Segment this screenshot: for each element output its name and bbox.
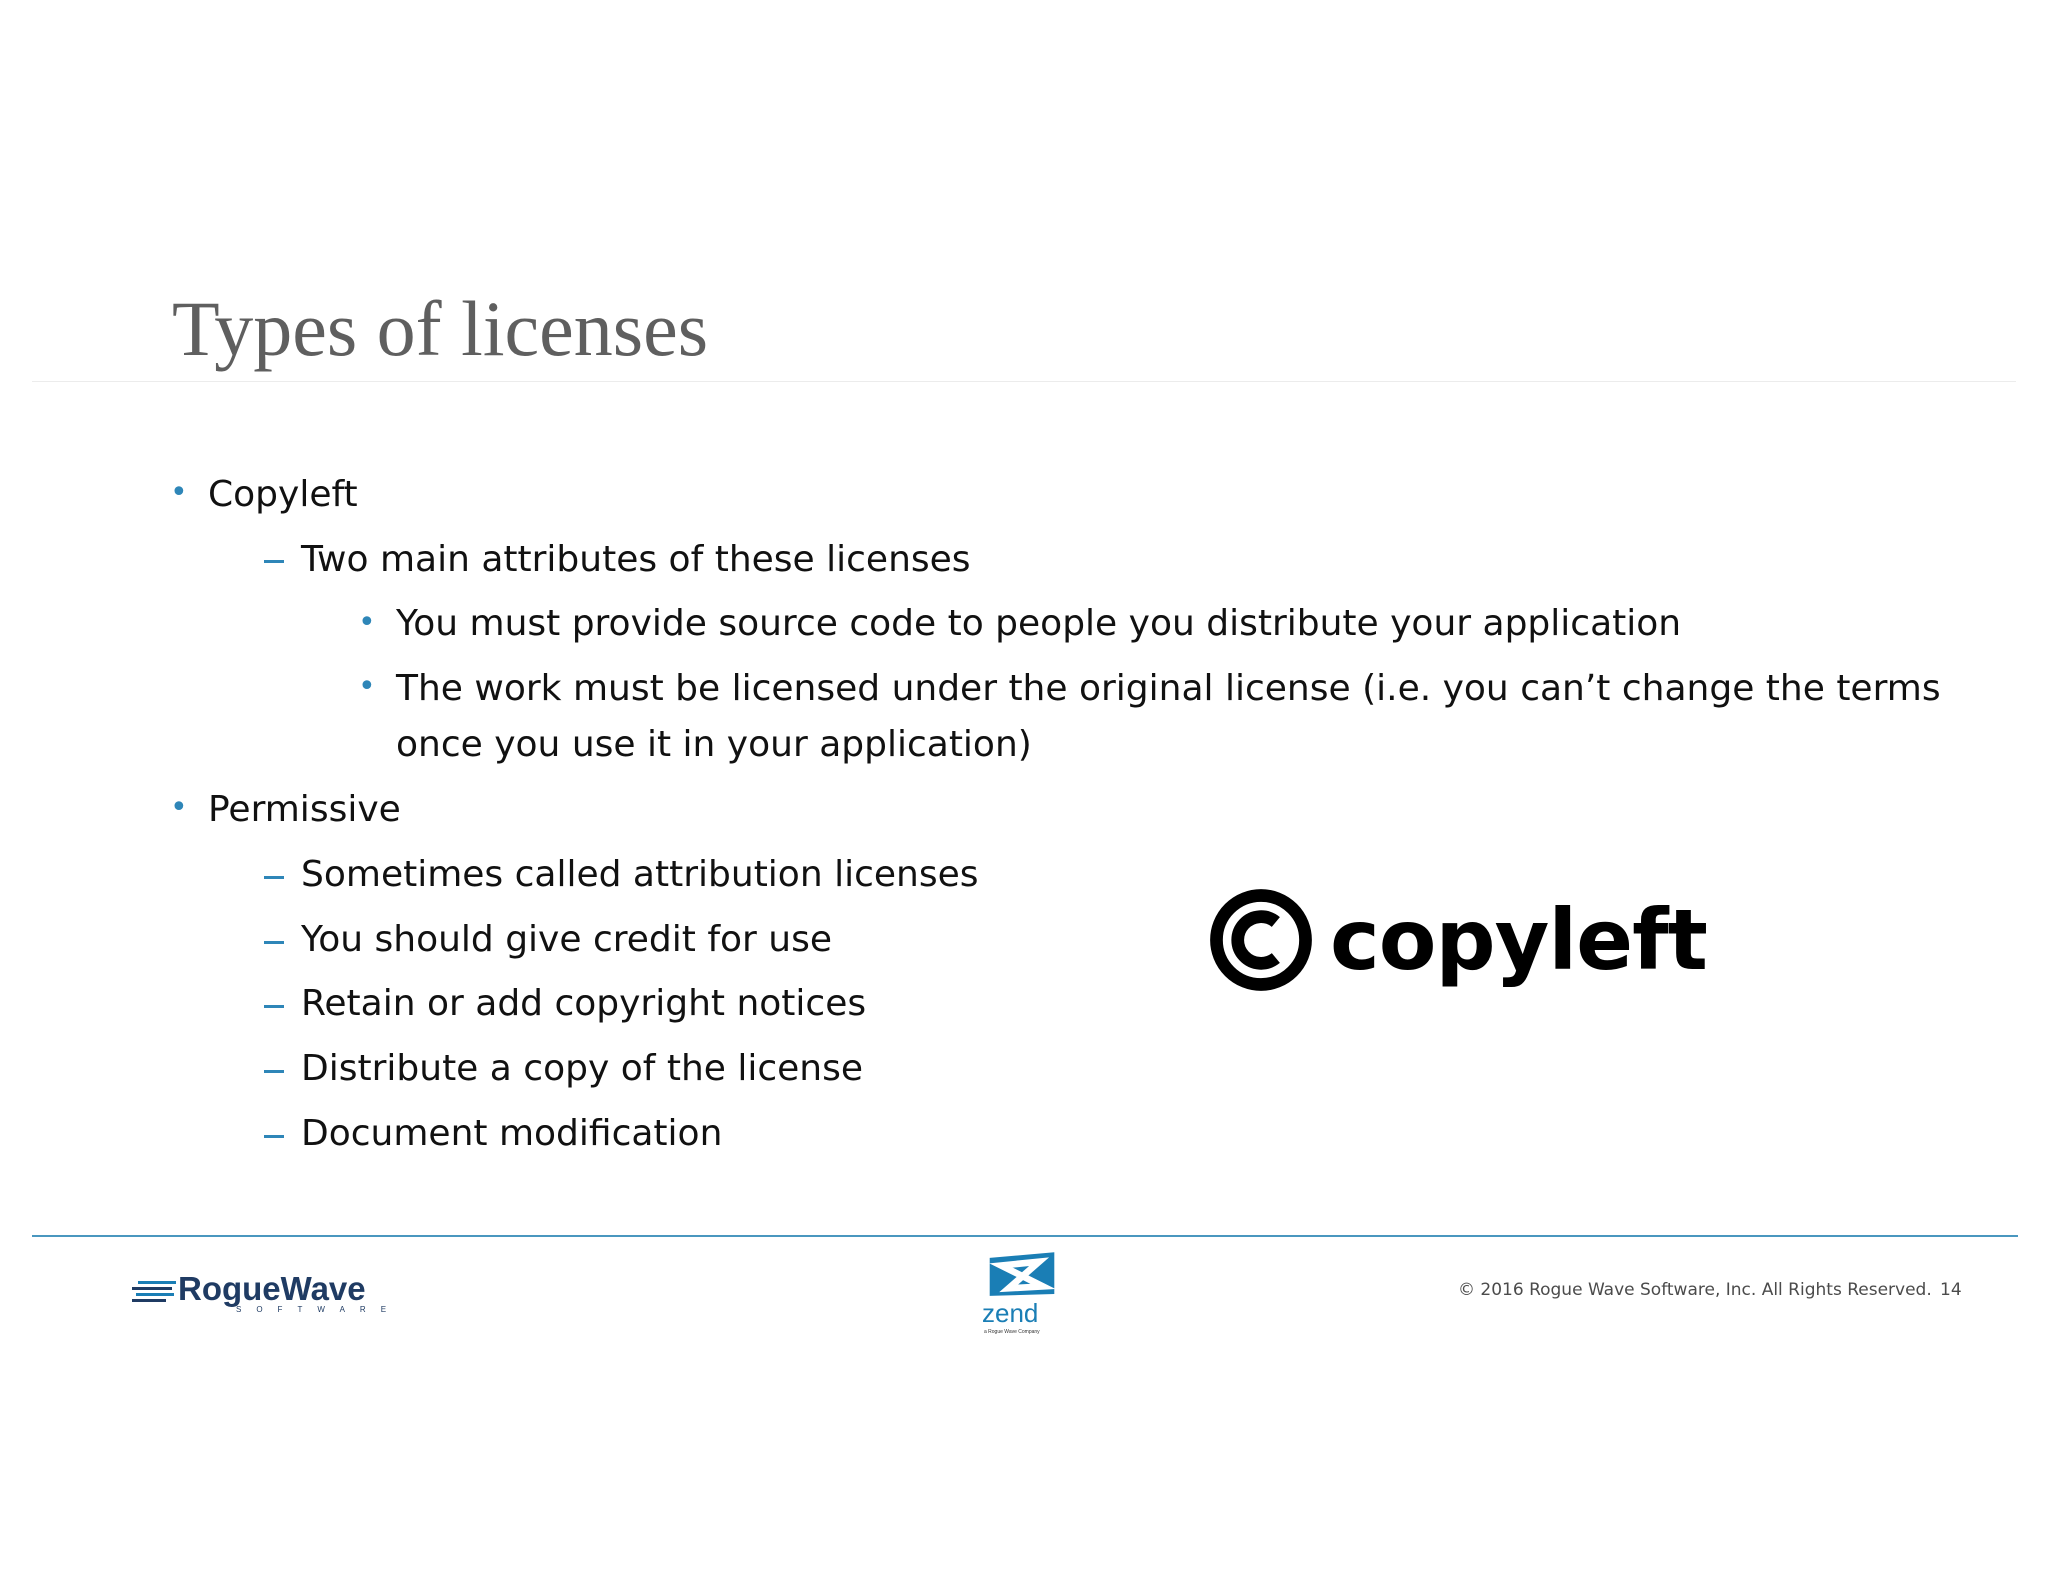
page-number: 14: [1940, 1280, 1962, 1300]
zend-logo: [982, 1252, 1062, 1338]
bullet-permissive: Permissive: [208, 789, 401, 830]
point-original-license: The work must be licensed under the original license (i.e. you can’t change the terms: [396, 668, 1941, 709]
footer-divider: [32, 1235, 2018, 1237]
bullet-copyleft: Copyleft: [208, 474, 358, 515]
dash-marker: [264, 1070, 284, 1073]
sub-bullet-attribution: Sometimes called attribution licenses: [301, 854, 979, 895]
roguewave-name: RogueWave: [178, 1270, 366, 1307]
copyleft-logo: [1208, 884, 1707, 996]
copyleft-icon: [1208, 887, 1314, 993]
dash-marker: [264, 560, 284, 563]
point-original-license-cont: once you use it in your application): [396, 724, 1032, 765]
sub-bullet-give-credit: You should give credit for use: [301, 919, 832, 960]
dash-marker: [264, 876, 284, 879]
copyright-notice: © 2016 Rogue Wave Software, Inc. All Rights Reserved.: [1458, 1280, 1932, 1300]
dash-marker: [264, 1005, 284, 1008]
zend-wordmark: zend: [982, 1298, 1039, 1328]
dash-marker: [264, 941, 284, 944]
bullet-marker: •: [358, 605, 376, 640]
copyleft-wordmark: copyleft: [1330, 891, 1707, 989]
sub-bullet-distribute-copy: Distribute a copy of the license: [301, 1048, 864, 1089]
title-divider: [32, 381, 2016, 382]
slide-title: Types of licenses: [172, 285, 709, 372]
bullet-marker: •: [358, 669, 376, 704]
dash-marker: [264, 1135, 284, 1138]
roguewave-lines-icon: [132, 1280, 176, 1304]
zend-tagline: a Rogue Wave Company: [984, 1329, 1040, 1335]
sub-bullet-copyright-notices: Retain or add copyright notices: [301, 983, 867, 1024]
point-provide-source: You must provide source code to people you distribute your application: [396, 603, 1682, 644]
roguewave-sub: SOFTWARE: [236, 1305, 402, 1314]
bullet-marker: •: [170, 475, 188, 510]
sub-bullet-two-main-attributes: Two main attributes of these licenses: [301, 539, 971, 580]
roguewave-logo: [132, 1272, 412, 1316]
sub-bullet-document-modification: Document modification: [301, 1113, 723, 1154]
bullet-marker: •: [170, 790, 188, 825]
zend-z-icon: [984, 1252, 1060, 1298]
